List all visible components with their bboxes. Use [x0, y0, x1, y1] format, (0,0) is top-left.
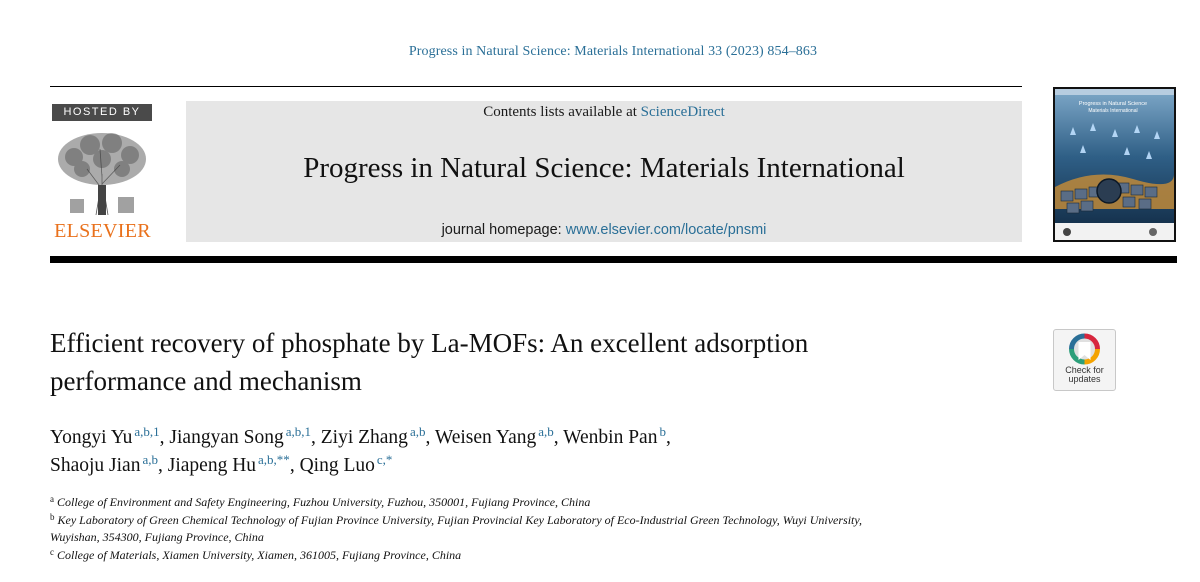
affiliation-text: College of Materials, Xiamen University, Xiamen, 361005, Fujiang Province, China — [57, 547, 462, 562]
affiliation-text: Wuyishan, 354300, Fujiang Province, China — [50, 530, 264, 544]
author-affil-sup[interactable]: a,b,** — [258, 452, 290, 467]
header-divider — [50, 86, 1022, 87]
author-separator: , — [425, 427, 435, 448]
author-affil-sup[interactable]: a,b — [538, 424, 554, 439]
author-affil-sup[interactable]: a,b — [409, 424, 426, 439]
author-line-1 — [50, 424, 1010, 452]
elsevier-wordmark: ELSEVIER — [54, 220, 151, 242]
affiliation-item — [50, 512, 1050, 530]
journal-citation[interactable]: Progress in Natural Science: Materials International 33 (2023) 854–863 — [408, 44, 818, 59]
author-name[interactable]: Wenbin Pan — [563, 427, 658, 448]
affiliation-text: College of Environment and Safety Engineering, Fuzhou University, Fuzhou, 350001, Fujiang Province, China — [57, 495, 591, 509]
contents-prefix: Contents lists available at — [483, 104, 641, 120]
author-name[interactable]: Weisen Yang — [434, 427, 537, 448]
contents-line — [186, 104, 1022, 121]
cover-title: Progress in Natural Science — [1078, 101, 1148, 107]
affiliation-letter: c — [50, 546, 54, 557]
journal-title: Progress in Natural Science: Materials International — [303, 152, 905, 184]
author-line-2 — [50, 452, 1010, 480]
hosted-by-label: HOSTED BY — [52, 104, 152, 121]
journal-cover-image[interactable] — [1053, 87, 1176, 242]
sciencedirect-link[interactable]: ScienceDirect — [640, 104, 725, 120]
cover-subtitle: Materials International — [1088, 108, 1138, 114]
article-title-line-2: performance and mechanism — [50, 366, 362, 396]
affiliation-item — [50, 494, 1050, 512]
affiliation-letter: b — [50, 511, 55, 522]
author-separator: , — [158, 455, 168, 476]
author-affil-sup[interactable]: a,b,1 — [134, 424, 160, 439]
author-affil-sup[interactable]: b — [659, 424, 666, 439]
author-name[interactable]: Jiapeng Hu — [167, 455, 257, 476]
homepage-prefix: journal homepage: — [441, 222, 566, 238]
homepage-link[interactable]: www.elsevier.com/locate/pnsmi — [565, 222, 767, 238]
check-for-updates-label — [1054, 366, 1115, 384]
affiliation-letter: a — [50, 494, 54, 504]
author-separator: , — [289, 455, 300, 476]
check-for-updates-icon — [1054, 330, 1115, 366]
elsevier-logo[interactable] — [52, 104, 153, 240]
author-affil-sup[interactable]: c,* — [376, 452, 393, 467]
author-separator: , — [665, 427, 671, 448]
badge-label-line-2: updates — [1068, 374, 1101, 384]
author-separator: , — [159, 427, 170, 448]
author-affil-sup[interactable]: a,b,1 — [285, 424, 311, 439]
author-separator: , — [310, 427, 321, 448]
author-list — [50, 424, 1010, 480]
journal-banner — [186, 101, 1022, 242]
check-for-updates-button[interactable] — [1053, 329, 1116, 391]
affiliations — [50, 494, 1050, 564]
author-affil-sup[interactable]: a,b — [142, 452, 158, 467]
affiliation-item — [50, 529, 1050, 547]
article-title — [50, 324, 1010, 400]
homepage-line — [186, 222, 1022, 238]
badge-label-line-1: Check for — [1065, 365, 1104, 375]
elsevier-tree-icon — [52, 129, 153, 215]
affiliation-text: Key Laboratory of Green Chemical Technology of Fujian Province University, Fujian Provincial Key Laboratory of Eco-Industrial Green Technology, Wuyi University, — [57, 512, 863, 527]
author-name[interactable]: Ziyi Zhang — [320, 427, 408, 448]
author-name[interactable]: Shaoju Jian — [50, 455, 141, 476]
author-name[interactable]: Jiangyan Song — [169, 427, 284, 448]
affiliation-item — [50, 547, 1050, 565]
article-header-divider — [50, 256, 1177, 263]
author-separator: , — [553, 427, 564, 448]
author-name[interactable]: Yongyi Yu — [50, 427, 133, 448]
article-title-line-1: Efficient recovery of phosphate by La-MOFs: An excellent adsorption — [50, 328, 809, 358]
author-name[interactable]: Qing Luo — [299, 455, 375, 476]
